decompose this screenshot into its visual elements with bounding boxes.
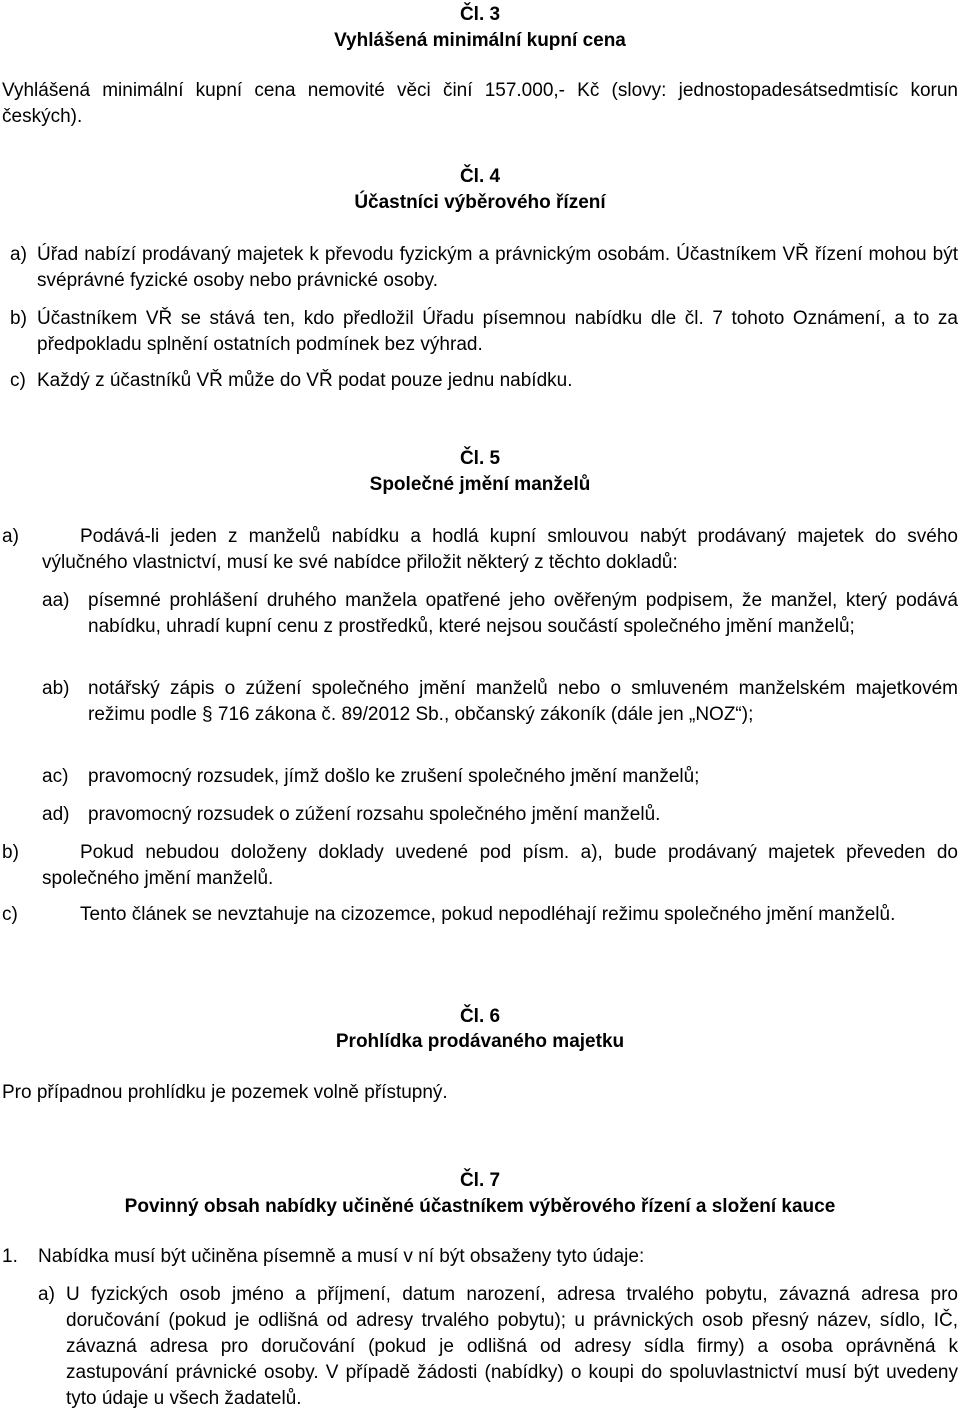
article-4-item-a (10, 242, 958, 294)
article-7-subitem-a (38, 1282, 958, 1412)
article-5-item-a (2, 524, 958, 576)
item-label: 1. (2, 1246, 18, 1267)
item-label: a) (10, 244, 27, 265)
article-5-number: Čl. 5 (459, 448, 501, 469)
article-5-title: Společné jmění manželů (369, 474, 591, 495)
article-5-subitem-aa (42, 588, 958, 640)
article-4-number: Čl. 4 (459, 166, 501, 187)
article-6-title: Prohlídka prodávaného majetku (335, 1031, 625, 1052)
article-3-number: Čl. 3 (459, 4, 501, 25)
item-label: b) (10, 308, 27, 329)
item-text: Každý z účastníků VŘ může do VŘ podat pouze jednu nabídku. (37, 370, 573, 391)
article-4-item-b (10, 306, 958, 358)
subitem-label: ab) (42, 678, 70, 699)
subitem-label: a) (38, 1284, 55, 1305)
subitem-label: ac) (42, 766, 69, 787)
article-7-title: Povinný obsah nabídky učiněné účastníkem výběrového řízení a složení kauce (124, 1196, 836, 1217)
article-6-text: Pro případnou prohlídku je pozemek volně přístupný. (2, 1082, 448, 1103)
item-text: Úřad nabízí prodávaný majetek k převodu fyzickým a právnickým osobám. Účastníkem VŘ řízení mohou být svéprávné fyzické osoby nebo právnické osoby. (37, 244, 958, 291)
article-3-text: Vyhlášená minimální kupní cena nemovité věci činí 157.000,- Kč (slovy: jednostopadesátsedmtisíc korun českých). (2, 80, 958, 127)
item-label: c) (10, 370, 26, 391)
article-6-number: Čl. 6 (459, 1006, 501, 1027)
article-5-subitem-ad (42, 802, 958, 828)
item-label: a) (2, 526, 19, 547)
article-7-item-1 (2, 1244, 958, 1270)
article-5-item-b (2, 840, 958, 892)
article-5-subitem-ab (42, 676, 958, 728)
subitem-text: notářský zápis o zúžení společného jmění manželů nebo o smluveném manželském majetkovém režimu podle § 716 zákona č. 89/2012 Sb., občanský zákoník (dále jen „NOZ“); (88, 678, 958, 725)
article-7-number: Čl. 7 (459, 1170, 501, 1191)
subitem-text: U fyzických osob jméno a příjmení, datum narození, adresa trvalého pobytu, závazná adresa pro doručování (pokud je odlišná od adresy trvalého pobytu); u právnických osob přesný název, sídlo, IČ, závazná adresa pro doručování (pokud je odlišná od adresy sídla firmy) a osoba oprávněná k zastupování právnické osoby. V případě žádosti (nabídky) o koupi do spoluvlastnictví musí být uvedeny tyto údaje u všech žadatelů. (66, 1284, 958, 1409)
item-text: Účastníkem VŘ se stává ten, kdo předložil Úřadu písemnou nabídku dle čl. 7 tohoto Oznámení, a to za předpokladu splnění ostatních podmínek bez výhrad. (37, 308, 958, 355)
subitem-text: pravomocný rozsudek o zúžení rozsahu společného jmění manželů. (88, 804, 661, 825)
subitem-label: ad) (42, 804, 70, 825)
article-5-item-c (2, 902, 958, 928)
item-text: Podává-li jeden z manželů nabídku a hodlá kupní smlouvou nabýt prodávaný majetek do svého výlučného vlastnictví, musí ke své nabídce přiložit některý z těchto dokladů: (42, 526, 958, 573)
article-3-title: Vyhlášená minimální kupní cena (334, 30, 626, 51)
item-label: b) (2, 842, 19, 863)
item-text: Pokud nebudou doloženy doklady uvedené pod písm. a), bude prodávaný majetek převeden do společného jmění manželů. (42, 842, 958, 889)
subitem-label: aa) (42, 590, 70, 611)
subitem-text: písemné prohlášení druhého manžela opatřené jeho ověřeným podpisem, že manžel, který podává nabídku, uhradí kupní cenu z prostředků, které nejsou součástí společného jmění manželů; (88, 590, 958, 637)
item-text: Tento článek se nevztahuje na cizozemce, pokud nepodléhají režimu společného jmění manželů. (80, 904, 896, 925)
article-4-title: Účastníci výběrového řízení (354, 192, 606, 213)
article-5-subitem-ac (42, 764, 958, 790)
item-text: Nabídka musí být učiněna písemně a musí v ní být obsaženy tyto údaje: (38, 1246, 645, 1267)
subitem-text: pravomocný rozsudek, jímž došlo ke zrušení společného jmění manželů; (88, 766, 700, 787)
item-label: c) (2, 904, 18, 925)
article-4-item-c (10, 368, 958, 394)
